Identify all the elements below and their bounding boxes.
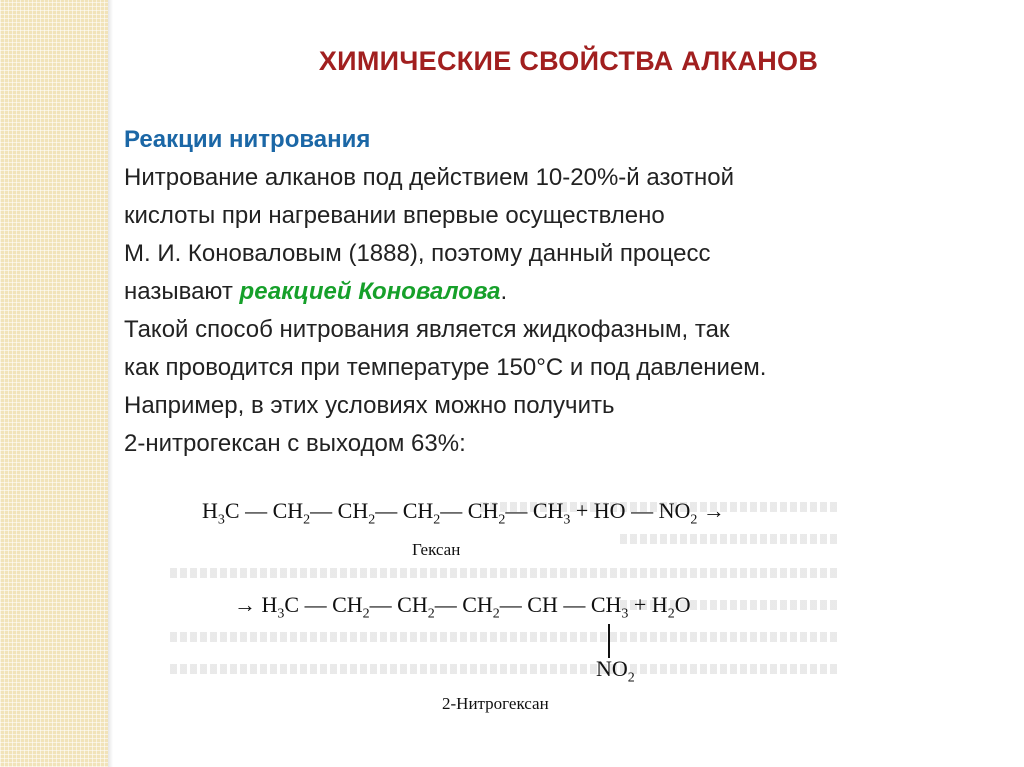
body-line-5: Такой способ нитрования является жидкофазным, так	[124, 316, 730, 343]
body-line-4	[124, 273, 1014, 311]
hexane-label: Гексан	[412, 540, 461, 559]
body-line-7: Например, в этих условиях можно получить	[124, 392, 615, 419]
faded-background-text	[620, 534, 840, 544]
body-line-2: кислоты при нагревании впервые осуществлено	[124, 202, 665, 229]
konovalov-reaction-emphasis: реакцией Коновалова	[239, 278, 501, 305]
sidebar-shadow	[108, 0, 113, 767]
faded-background-text	[170, 664, 840, 674]
body-line-4-prefix: называют	[124, 278, 240, 305]
section-subheading: Реакции нитрования	[124, 126, 371, 153]
faded-background-text	[170, 632, 840, 642]
body-line-3: М. И. Коноваловым (1888), поэтому данный процесс	[124, 240, 711, 267]
nitro-group: $NO_2$	[596, 656, 635, 686]
decorative-sidebar	[0, 0, 108, 767]
hexane-nitration-equation: $H_3C$ — $CH_2—$ $CH_2—$ $CH_2—$ $CH_2—$ $CH_3$ + HO — $NO_2$ →	[202, 498, 725, 528]
reaction-scheme-image	[150, 478, 840, 738]
slide-body	[124, 121, 1014, 463]
body-line-4-suffix: .	[500, 278, 508, 305]
nitrohexane-product-equation: → $H_3C$ — $CH_2—$ $CH_2—$ $CH_2—$ CH — $CH_3 + H_2O$	[234, 592, 691, 622]
faded-background-text	[170, 568, 840, 578]
body-line-8: 2-нитрогексан с выходом 63%:	[124, 430, 466, 457]
nitro-bond-line	[608, 624, 610, 658]
slide-title: ХИМИЧЕСКИЕ СВОЙСТВА АЛКАНОВ	[318, 46, 819, 76]
body-line-6: как проводится при температуре 150°С и под давлением.	[124, 354, 767, 381]
body-line-1: Нитрование алканов под действием 10-20%-й азотной	[124, 164, 735, 191]
nitrohexane-label: 2-Нитрогексан	[442, 694, 549, 713]
